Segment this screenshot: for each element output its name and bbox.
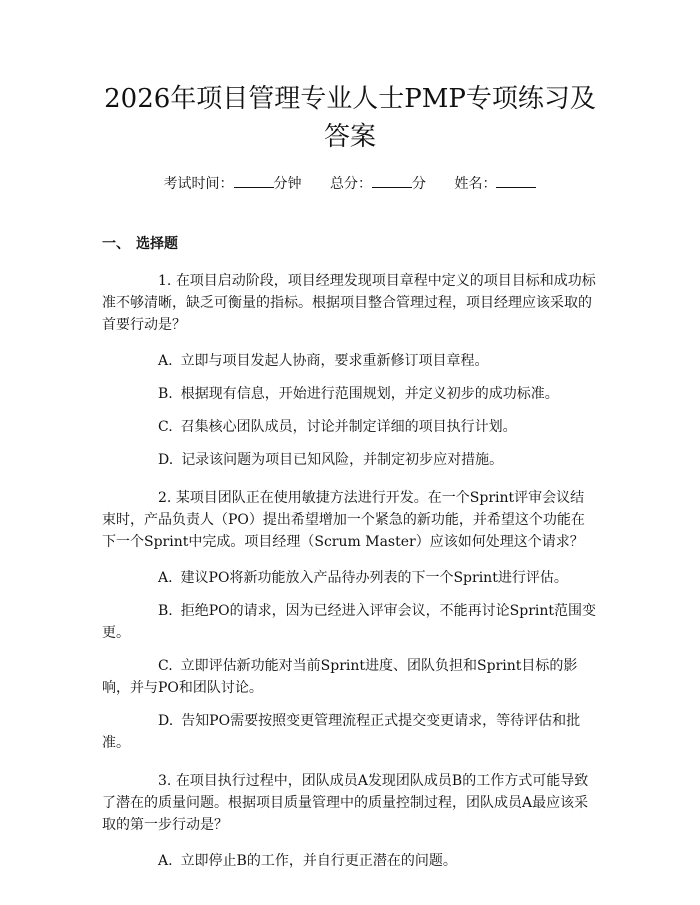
option-label: A. [158,353,173,369]
exam-time-blank[interactable] [234,175,274,188]
option-text: 根据现有信息，开始进行范围规划，并定义初步的成功标准。 [180,386,559,402]
exam-score-label: 总分： [330,176,372,192]
exam-time-unit: 分钟 [273,176,302,192]
exam-score-unit: 分 [412,176,426,192]
question-text: 在项目启动阶段，项目经理发现项目章程中定义的项目目标和成功标准不够清晰，缺乏可衡量的指标。根据项目整合管理过程，项目经理应该采取的首要行动是？ [102,273,596,333]
option-label: B. [158,386,173,402]
question-number: 3. [158,773,172,789]
question-1-option-b[interactable] [102,383,598,405]
section-number: 一、 [102,236,130,252]
question-number: 1. [158,273,172,289]
option-text: 立即停止B的工作，并自行更正潜在的问题。 [180,853,457,869]
option-label: A. [158,853,173,869]
question-1-option-d[interactable] [102,449,598,471]
section-title: 选择题 [136,236,178,252]
exam-score [330,174,426,194]
exam-meta [102,174,598,194]
option-label: C. [158,658,173,674]
question-text: 某项目团队正在使用敏捷方法进行开发。在一个Sprint评审会议结束时，产品负责人（PO）提出希望增加一个紧急的新功能，并希望这个功能在下一个Sprint中完成。项目经理（Scrum Master）应该如何处理这个请求？ [102,490,585,550]
question-2-option-a[interactable] [102,567,598,589]
option-text: 立即评估新功能对当前Sprint进度、团队负担和Sprint目标的影响，并与PO和团队讨论。 [102,658,578,696]
exam-name-label: 姓名： [454,176,497,192]
option-text: 拒绝PO的请求，因为已经进入评审会议，不能再讨论Sprint范围变更。 [102,603,597,641]
question-1 [102,270,598,336]
question-2-option-c[interactable] [102,655,598,699]
exam-time-label: 考试时间： [163,176,234,192]
exam-name [454,174,536,194]
question-text: 在项目执行过程中，团队成员A发现团队成员B的工作方式可能导致了潜在的质量问题。根据项目质量管理中的质量控制过程，团队成员A最应该采取的第一步行动是？ [102,773,589,833]
section-heading [102,234,598,254]
option-text: 记录该问题为项目已知风险，并制定初步应对措施。 [181,452,504,468]
option-text: 建议PO将新功能放入产品待办列表的下一个Sprint进行评估。 [180,570,568,586]
option-label: A. [158,570,173,586]
option-label: B. [158,603,173,619]
exam-score-blank[interactable] [372,175,412,188]
question-3-option-a[interactable] [102,850,598,872]
exam-time [164,174,302,194]
question-2-option-b[interactable] [102,600,598,644]
question-2-option-d[interactable] [102,710,598,754]
question-2 [102,487,598,553]
option-label: D. [158,713,174,729]
option-label: D. [158,452,174,468]
question-3 [102,770,598,836]
option-text: 立即与项目发起人协商，要求重新修订项目章程。 [180,353,489,369]
question-1-option-a[interactable] [102,350,598,372]
option-label: C. [158,419,173,435]
question-number: 2. [158,490,172,506]
document-title: 2026年项目管理专业人士PMP专项练习及答案 [104,84,596,152]
option-text: 召集核心团队成员，讨论并制定详细的项目执行计划。 [180,419,517,435]
option-text: 告知PO需要按照变更管理流程正式提交变更请求，等待评估和批准。 [102,713,581,751]
exam-name-blank[interactable] [496,175,536,188]
question-1-option-c[interactable] [102,416,598,438]
